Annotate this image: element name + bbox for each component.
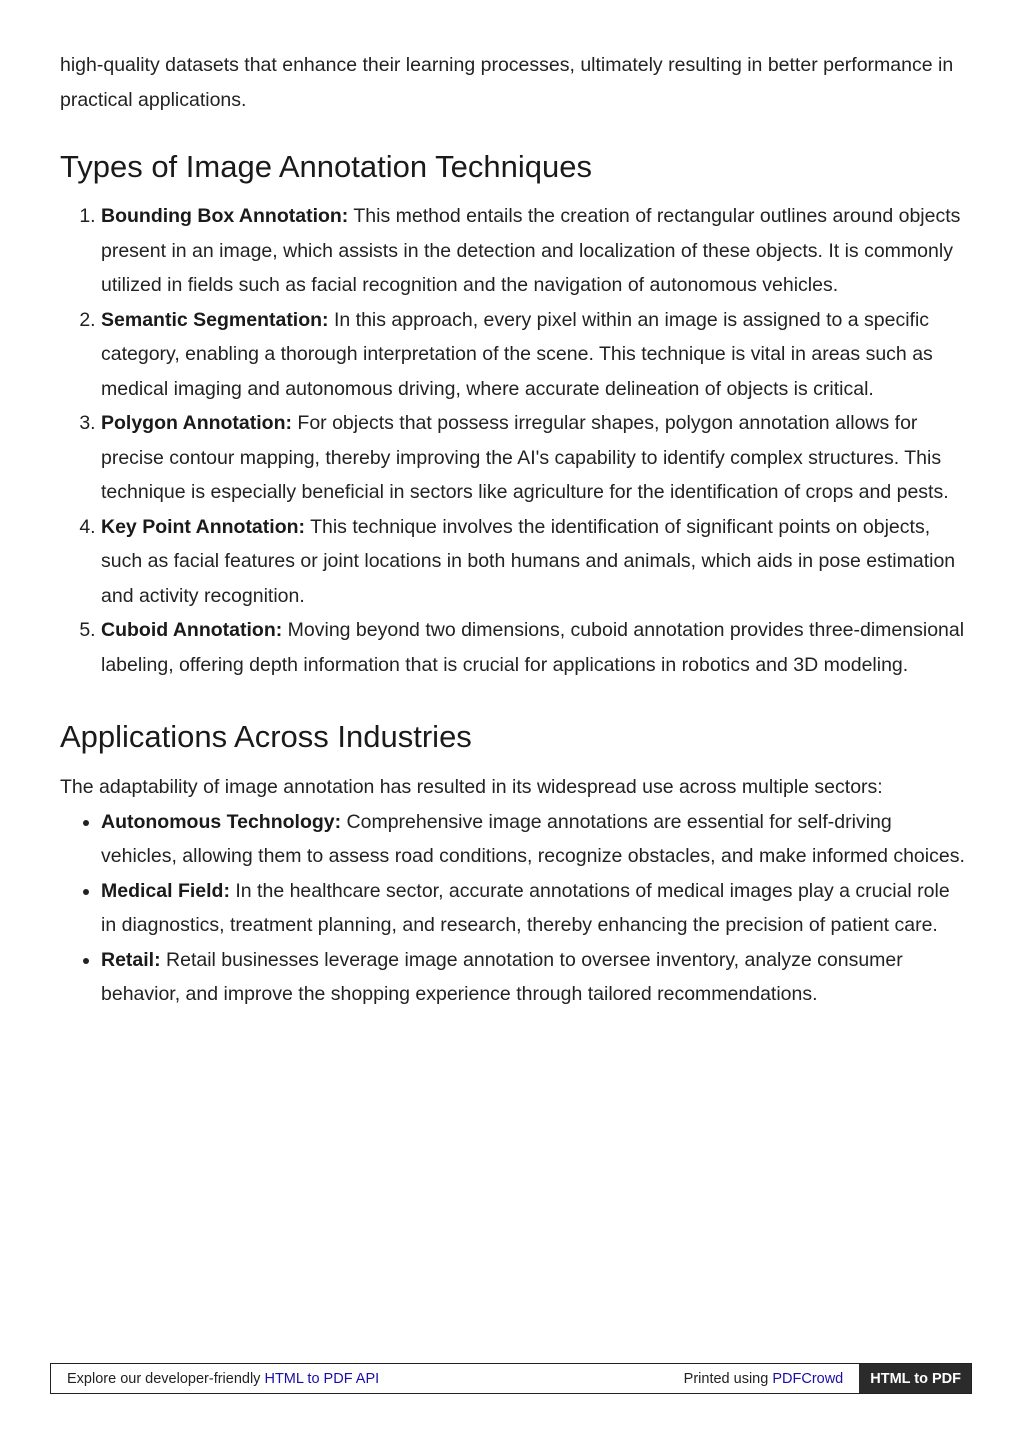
list-item-semantic-segmentation xyxy=(101,303,965,407)
list-item-key-point xyxy=(101,510,965,614)
document-body xyxy=(60,48,965,1012)
list-item-term: Polygon Annotation: xyxy=(101,412,292,434)
html-to-pdf-api-link[interactable]: HTML to PDF API xyxy=(264,1370,380,1387)
list-item-term: Semantic Segmentation: xyxy=(101,308,329,331)
list-item-text: This technique involves the identification of significant points on objects, such as facial features or joint locations in both humans and animals, which aids in pose estimation and activity recognition. xyxy=(101,515,956,607)
footer-explore xyxy=(51,1371,684,1387)
list-item-text: This method entails the creation of rectangular outlines around objects present in an image, which assists in the detection and localization of these objects. It is commonly utilized in fields such as facial recognition and the navigation of autonomous vehicles. xyxy=(101,205,961,296)
footer-printed-text: Printed using xyxy=(683,1370,773,1387)
list-item-term: Bounding Box Annotation: xyxy=(101,205,349,227)
list-item-term: Medical Field: xyxy=(101,879,230,902)
pdfcrowd-footer xyxy=(50,1363,972,1394)
list-item-retail xyxy=(101,943,965,1012)
list-item-medical xyxy=(101,874,965,943)
types-heading: Types of Image Annotation Techniques xyxy=(60,149,592,184)
list-item-text: In this approach, every pixel within an image is assigned to a specific category, enabling a thorough interpretation of the scene. This technique is vital in areas such as medical imaging and autonomous driving, where accurate delineation of objects is critical. xyxy=(101,308,933,400)
list-item-text: Comprehensive image annotations are essential for self-driving vehicles, allowing them to assess road conditions, recognize obstacles, and make informed choices. xyxy=(101,810,965,867)
list-item-text: In the healthcare sector, accurate annotations of medical images play a crucial role in diagnostics, treatment planning, and research, thereby enhancing the precision of patient care. xyxy=(101,879,950,936)
list-item-text: Retail businesses leverage image annotation to oversee inventory, analyze consumer behavior, and improve the shopping experience through tailored recommendations. xyxy=(101,948,903,1005)
list-item-term: Retail: xyxy=(101,948,161,971)
annotation-types-list xyxy=(60,199,965,682)
footer-explore-text: Explore our developer-friendly xyxy=(67,1370,265,1387)
html-to-pdf-badge[interactable]: HTML to PDF xyxy=(859,1364,971,1393)
list-item-polygon xyxy=(101,406,965,510)
applications-intro: The adaptability of image annotation has resulted in its widespread use across multiple sectors: xyxy=(60,776,883,798)
list-item-term: Key Point Annotation: xyxy=(101,515,306,538)
applications-heading: Applications Across Industries xyxy=(60,719,472,754)
list-item-bounding-box xyxy=(101,199,965,303)
pdfcrowd-link[interactable]: PDFCrowd xyxy=(772,1370,844,1387)
list-item-autonomous xyxy=(101,805,965,874)
list-item-text: For objects that possess irregular shapes, polygon annotation allows for precise contour mapping, thereby improving the AI's capability to identify complex structures. This technique is especially beneficial in sectors like agriculture for the identification of crops and pests. xyxy=(101,412,949,503)
applications-list xyxy=(60,805,965,1012)
intro-paragraph: high-quality datasets that enhance their learning processes, ultimately resulting in better performance in practical applications. xyxy=(60,54,954,111)
list-item-term: Cuboid Annotation: xyxy=(101,619,283,641)
list-item-cuboid xyxy=(101,613,965,682)
list-item-text: Moving beyond two dimensions, cuboid annotation provides three-dimensional labeling, offering depth information that is crucial for applications in robotics and 3D modeling. xyxy=(101,619,965,676)
footer-printed xyxy=(684,1371,860,1387)
list-item-term: Autonomous Technology: xyxy=(101,810,342,833)
